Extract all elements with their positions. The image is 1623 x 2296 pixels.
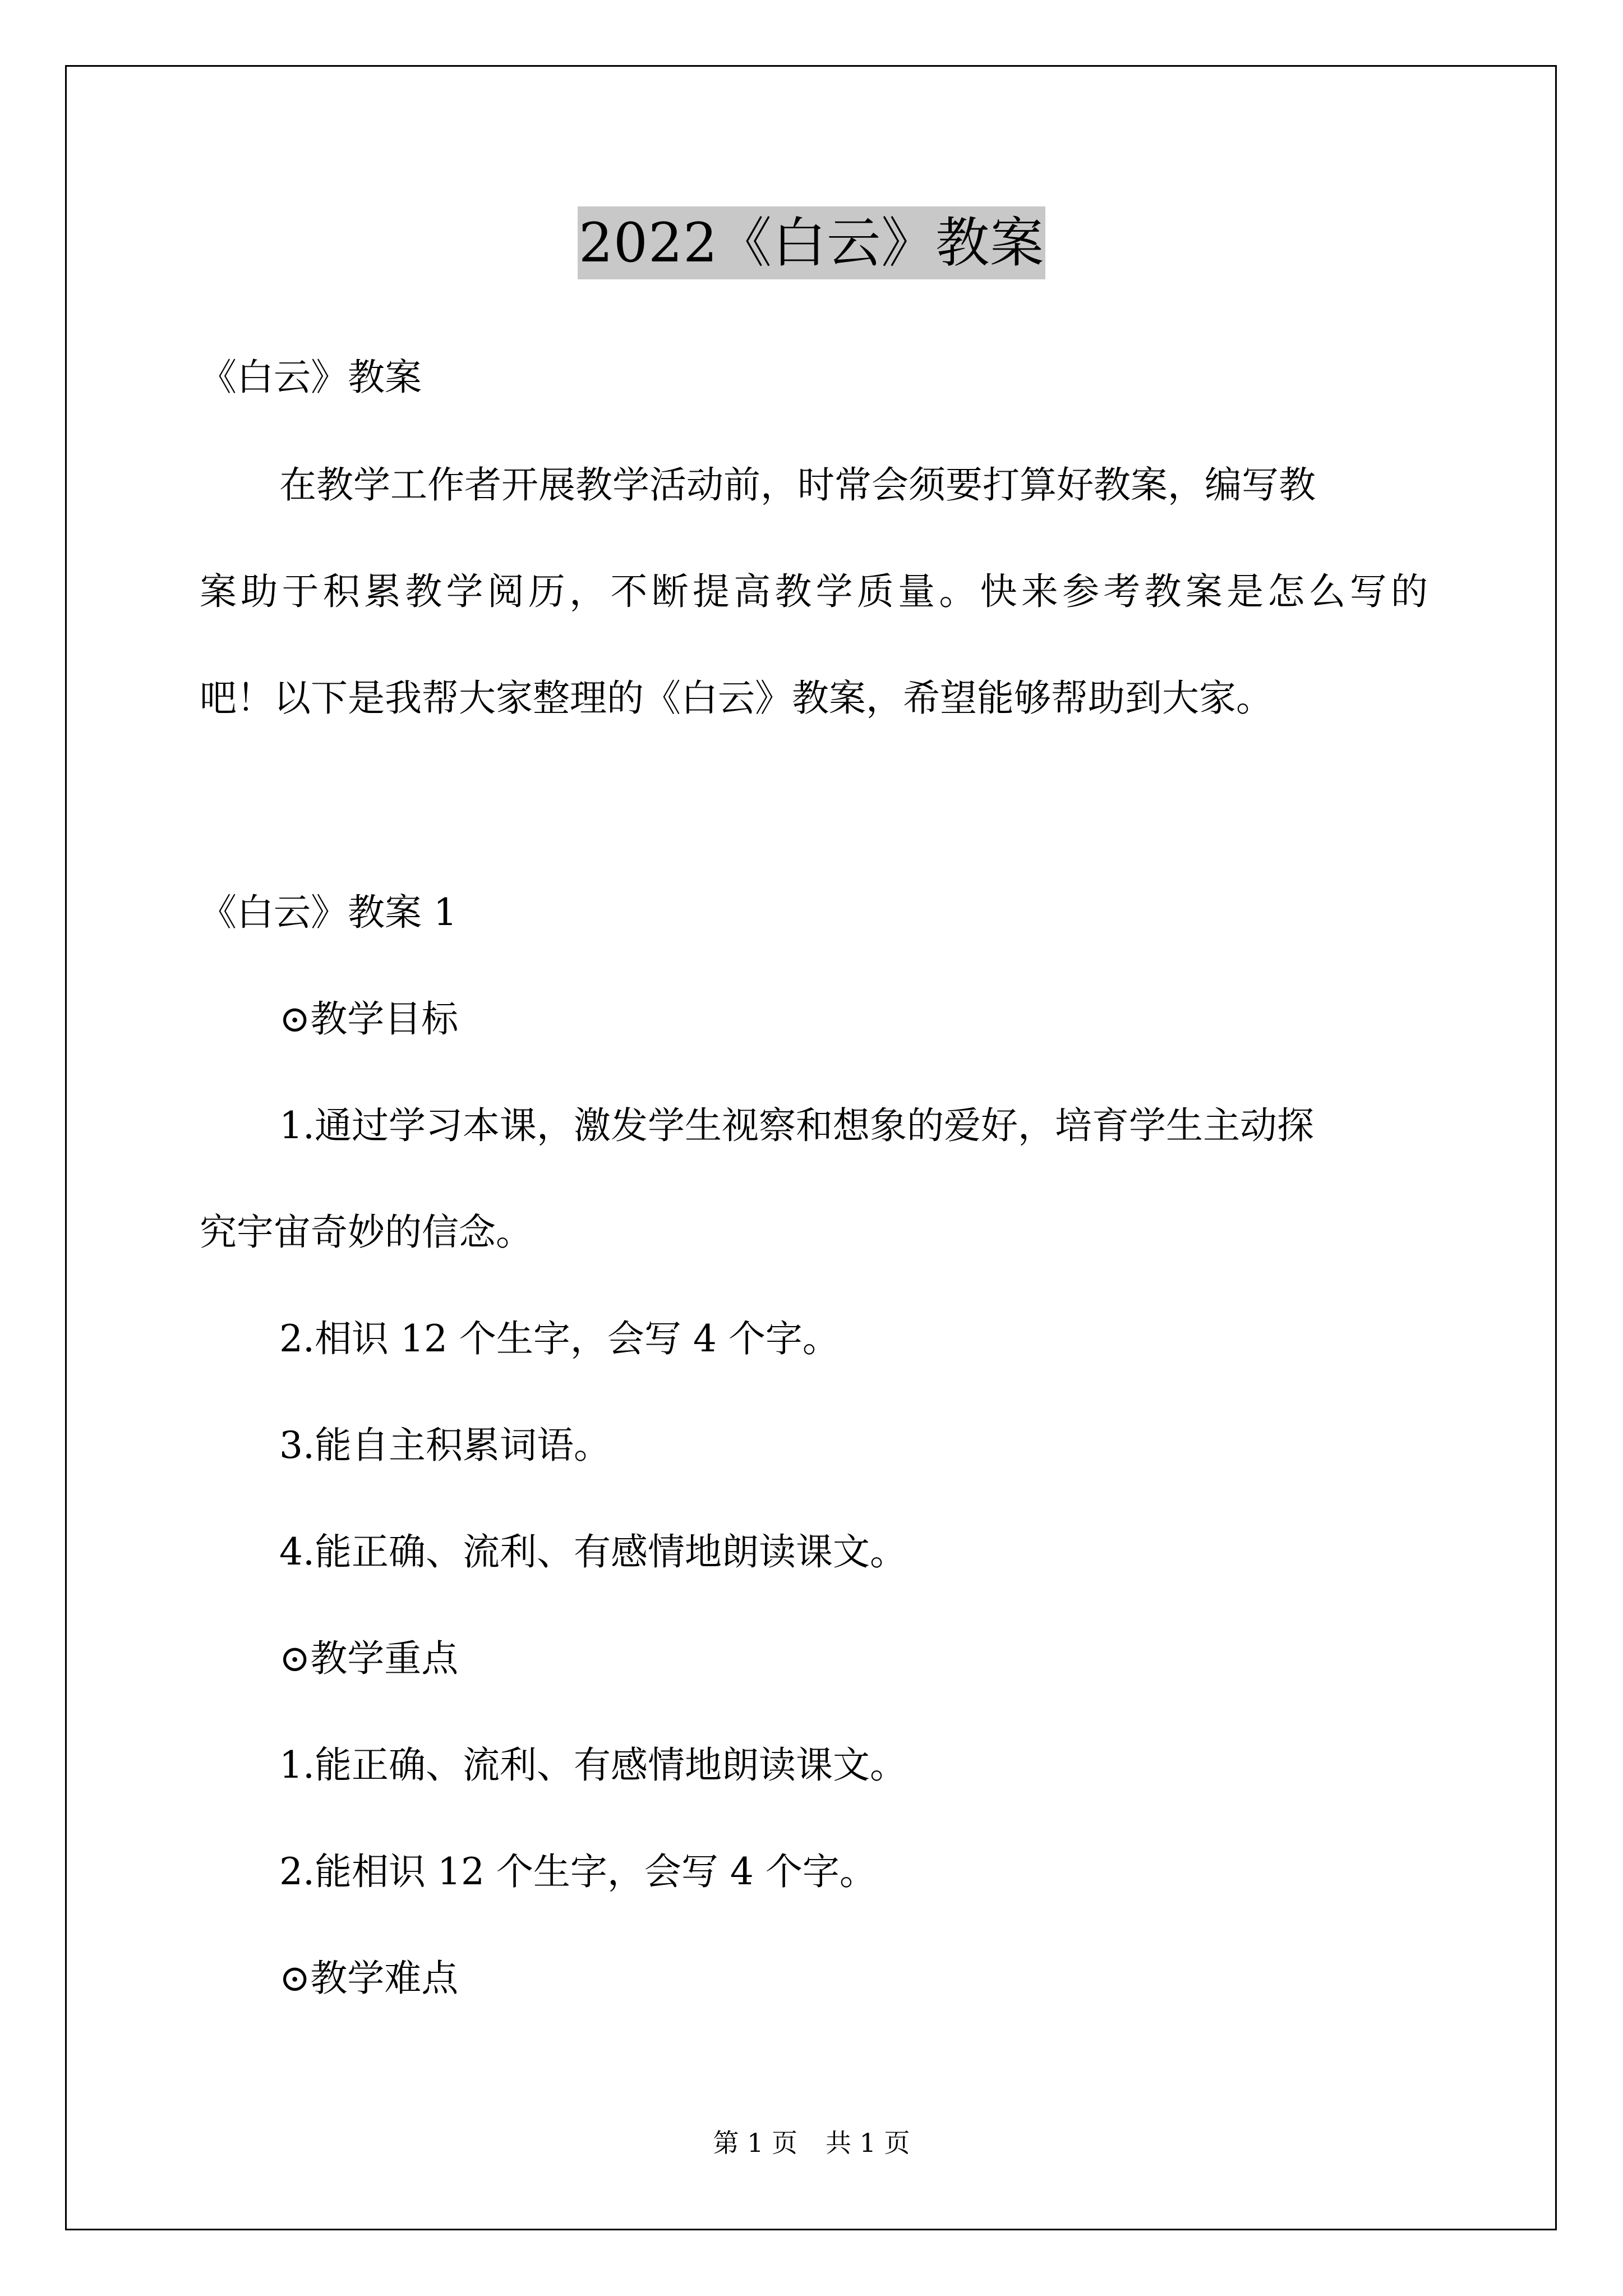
subheading-difficulties: ⊙教学难点	[279, 1957, 459, 2000]
page-total: 共 1 页	[826, 2128, 910, 2158]
document-title: 2022《白云》教案	[578, 206, 1045, 279]
list-item: 1.能正确、流利、有感情地朗读课文。	[279, 1743, 907, 1787]
subheading-key-points: ⊙教学重点	[279, 1637, 459, 1680]
page-footer	[0, 2126, 1623, 2160]
list-item: 2.能相识 12 个生字，会写 4 个字。	[279, 1850, 877, 1893]
paragraph-line: 在教学工作者开展教学活动前，时常会须要打算好教案，编写教	[279, 463, 1316, 507]
paragraph-line: 案助于积累教学阅历，不断提高教学质量。快来参考教案是怎么写的	[200, 570, 1428, 613]
page-number: 第 1 页	[713, 2128, 797, 2158]
list-item: 3.能自主积累词语。	[279, 1424, 611, 1467]
title-container	[0, 206, 1623, 279]
list-item: 4.能正确、流利、有感情地朗读课文。	[279, 1530, 907, 1573]
list-item: 2.相识 12 个生字，会写 4 个字。	[279, 1317, 840, 1360]
subheading-objectives: ⊙教学目标	[279, 997, 459, 1041]
list-item: 1.通过学习本课，激发学生视察和想象的爱好，培育学生主动探	[279, 1104, 1314, 1147]
list-item-continuation: 究宇宙奇妙的信念。	[200, 1211, 533, 1254]
section-heading: 《白云》教案	[200, 356, 422, 399]
section-heading: 《白云》教案 1	[200, 891, 457, 934]
paragraph-line: 吧！以下是我帮大家整理的《白云》教案，希望能够帮助到大家。	[200, 677, 1273, 720]
